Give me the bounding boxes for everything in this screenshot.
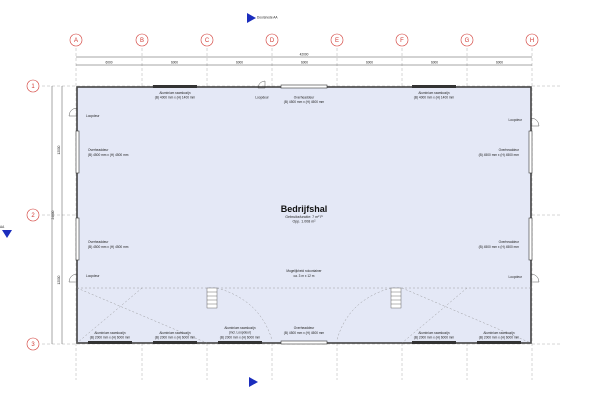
right-overhead-door-1 xyxy=(529,131,532,173)
left-walk-door-2-label: Loopdeur xyxy=(86,274,100,278)
bottom-window-3 xyxy=(218,341,262,344)
axis-bubble-f xyxy=(396,34,408,46)
bottom-window-1-label-2: (B) 2000 mm x (H) 6000 mm xyxy=(89,335,131,340)
left-overhead-door-2 xyxy=(76,218,79,260)
bottom-window-4 xyxy=(412,341,456,344)
top-overhead-door xyxy=(281,85,327,88)
bottom-window-2-label-2: (B) 2000 mm x (H) 6000 mm xyxy=(154,335,196,340)
top-window-left-label-2: (B) 4000 mm x (H) 1400 mm xyxy=(154,95,196,100)
svg-text:H: H xyxy=(529,38,535,44)
axis-bubble-c xyxy=(201,34,213,46)
bottom-window-2 xyxy=(153,341,197,344)
section-marker-left-label: AA xyxy=(0,225,5,229)
top-overhead-label-1: Overheaddeur xyxy=(293,95,315,100)
svg-text:2: 2 xyxy=(31,213,35,219)
left-overhead-2-label-2: (B) 4500 mm x (H) 4500 mm xyxy=(88,245,129,249)
bottom-overhead-label-1: Overheaddeur xyxy=(293,326,315,330)
bottom-window-3-label-3: (B) 2000 mm x (H) 6000 mm xyxy=(219,335,261,340)
axis-bubble-3 xyxy=(27,338,39,350)
stair-right-icon xyxy=(391,288,401,308)
top-overhead-label-2: (B) 4500 mm x (H) 4500 mm xyxy=(283,100,325,104)
svg-text:6000: 6000 xyxy=(430,60,439,65)
dim-segments-top xyxy=(105,61,503,65)
dim-depth-1: 12000 xyxy=(57,145,61,155)
bottom-window-2-label-1: Aluminium raamkozijn xyxy=(159,331,191,335)
left-overhead-1-label-2: (B) 4500 mm x (H) 4500 mm xyxy=(88,153,129,157)
bottom-window-4-label-1: Aluminium raamkozijn xyxy=(418,331,450,335)
axis-bubble-d xyxy=(266,34,278,46)
bottom-window-1-label-1: Aluminium raamkozijn xyxy=(94,331,126,335)
axis-bubble-a xyxy=(70,34,82,46)
bottom-window-5-label-1: Aluminium raamkozijn xyxy=(483,331,515,335)
left-overhead-door-1 xyxy=(76,131,79,173)
bottom-window-5 xyxy=(477,341,521,344)
hall-function: Gebruiksfunctie: 7 m² P xyxy=(285,215,323,219)
svg-text:6000: 6000 xyxy=(365,60,374,65)
svg-text:6000: 6000 xyxy=(170,60,179,65)
right-overhead-1-label-2: (B) 4500 mm x (H) 4500 mm xyxy=(478,153,519,157)
top-window-left xyxy=(153,85,197,88)
stair-left-icon xyxy=(207,288,217,308)
right-overhead-2-label-1: Overheaddeur xyxy=(498,240,519,244)
top-window-right-label-2: (B) 4000 mm x (H) 1400 mm xyxy=(413,95,455,100)
svg-text:6000: 6000 xyxy=(300,60,309,65)
bottom-window-3-label-2: (incl. Loopdeur) xyxy=(228,330,252,335)
section-marker-top-icon xyxy=(247,13,256,23)
right-walk-door-1-label: Loopdeur xyxy=(508,118,522,122)
svg-text:6000: 6000 xyxy=(235,60,244,65)
bottom-window-1 xyxy=(88,341,132,344)
section-marker-left-icon xyxy=(2,230,12,238)
svg-text:F: F xyxy=(400,38,404,44)
axis-bubble-2 xyxy=(27,209,39,221)
section-marker-top-label: Doorsnede AA xyxy=(257,15,278,20)
axis-bubble-b xyxy=(136,34,148,46)
svg-text:6000: 6000 xyxy=(495,60,504,65)
svg-text:6000: 6000 xyxy=(105,60,113,65)
crane-label-2: ca. 3 m x 12 m xyxy=(293,274,315,278)
hall-title: Bedrijfshal xyxy=(280,204,328,214)
svg-text:1: 1 xyxy=(31,84,35,90)
axis-bubble-1 xyxy=(27,80,39,92)
right-walk-door-2-label: Loopdeur xyxy=(508,275,522,279)
svg-text:E: E xyxy=(334,38,340,44)
left-overhead-2-label-1: Overheaddeur xyxy=(88,240,109,244)
right-overhead-2-label-2: (B) 4500 mm x (H) 4500 mm xyxy=(478,245,519,249)
svg-text:B: B xyxy=(139,38,145,44)
top-walk-door-label: Loopdeur xyxy=(255,95,269,100)
axis-bubble-h xyxy=(526,34,538,46)
crane-label-1: Mogelijkheid rolcontainer xyxy=(286,269,322,273)
right-overhead-1-label-1: Overheaddeur xyxy=(498,148,519,152)
svg-text:A: A xyxy=(73,38,79,44)
top-window-right-label-1: Aluminium raamkozijn xyxy=(418,91,450,95)
section-marker-bottom-icon xyxy=(249,377,258,387)
row-axes xyxy=(27,80,39,350)
bottom-overhead-label-2: (B) 4500 mm x (H) 4500 mm xyxy=(283,331,325,335)
top-window-right xyxy=(412,85,456,88)
axis-bubble-g xyxy=(461,34,473,46)
dim-total-width: 42000 xyxy=(299,52,309,57)
svg-text:C: C xyxy=(204,38,210,44)
svg-text:D: D xyxy=(269,38,275,44)
svg-text:3: 3 xyxy=(31,342,35,348)
dim-depth-2: 12000 xyxy=(57,275,61,285)
bottom-window-3-label-1: Aluminium raamkozijn xyxy=(224,326,256,330)
left-overhead-1-label-1: Overheaddeur xyxy=(88,148,109,152)
right-overhead-door-2 xyxy=(529,218,532,260)
axis-bubble-e xyxy=(331,34,343,46)
left-walk-door-1-label: Loopdeur xyxy=(86,114,100,118)
svg-text:G: G xyxy=(464,38,470,44)
bottom-window-5-label-2: (B) 2000 mm x (H) 6000 mm xyxy=(478,335,520,340)
column-axes xyxy=(70,34,538,46)
dim-total-depth: 24000 xyxy=(51,210,55,220)
bottom-overhead-door xyxy=(281,341,327,344)
bottom-window-4-label-2: (B) 2000 mm x (H) 6000 mm xyxy=(413,335,455,340)
top-window-left-label-1: Aluminium raamkozijn xyxy=(159,91,191,95)
hall-area: Opp. 1.008 m² xyxy=(292,219,316,224)
